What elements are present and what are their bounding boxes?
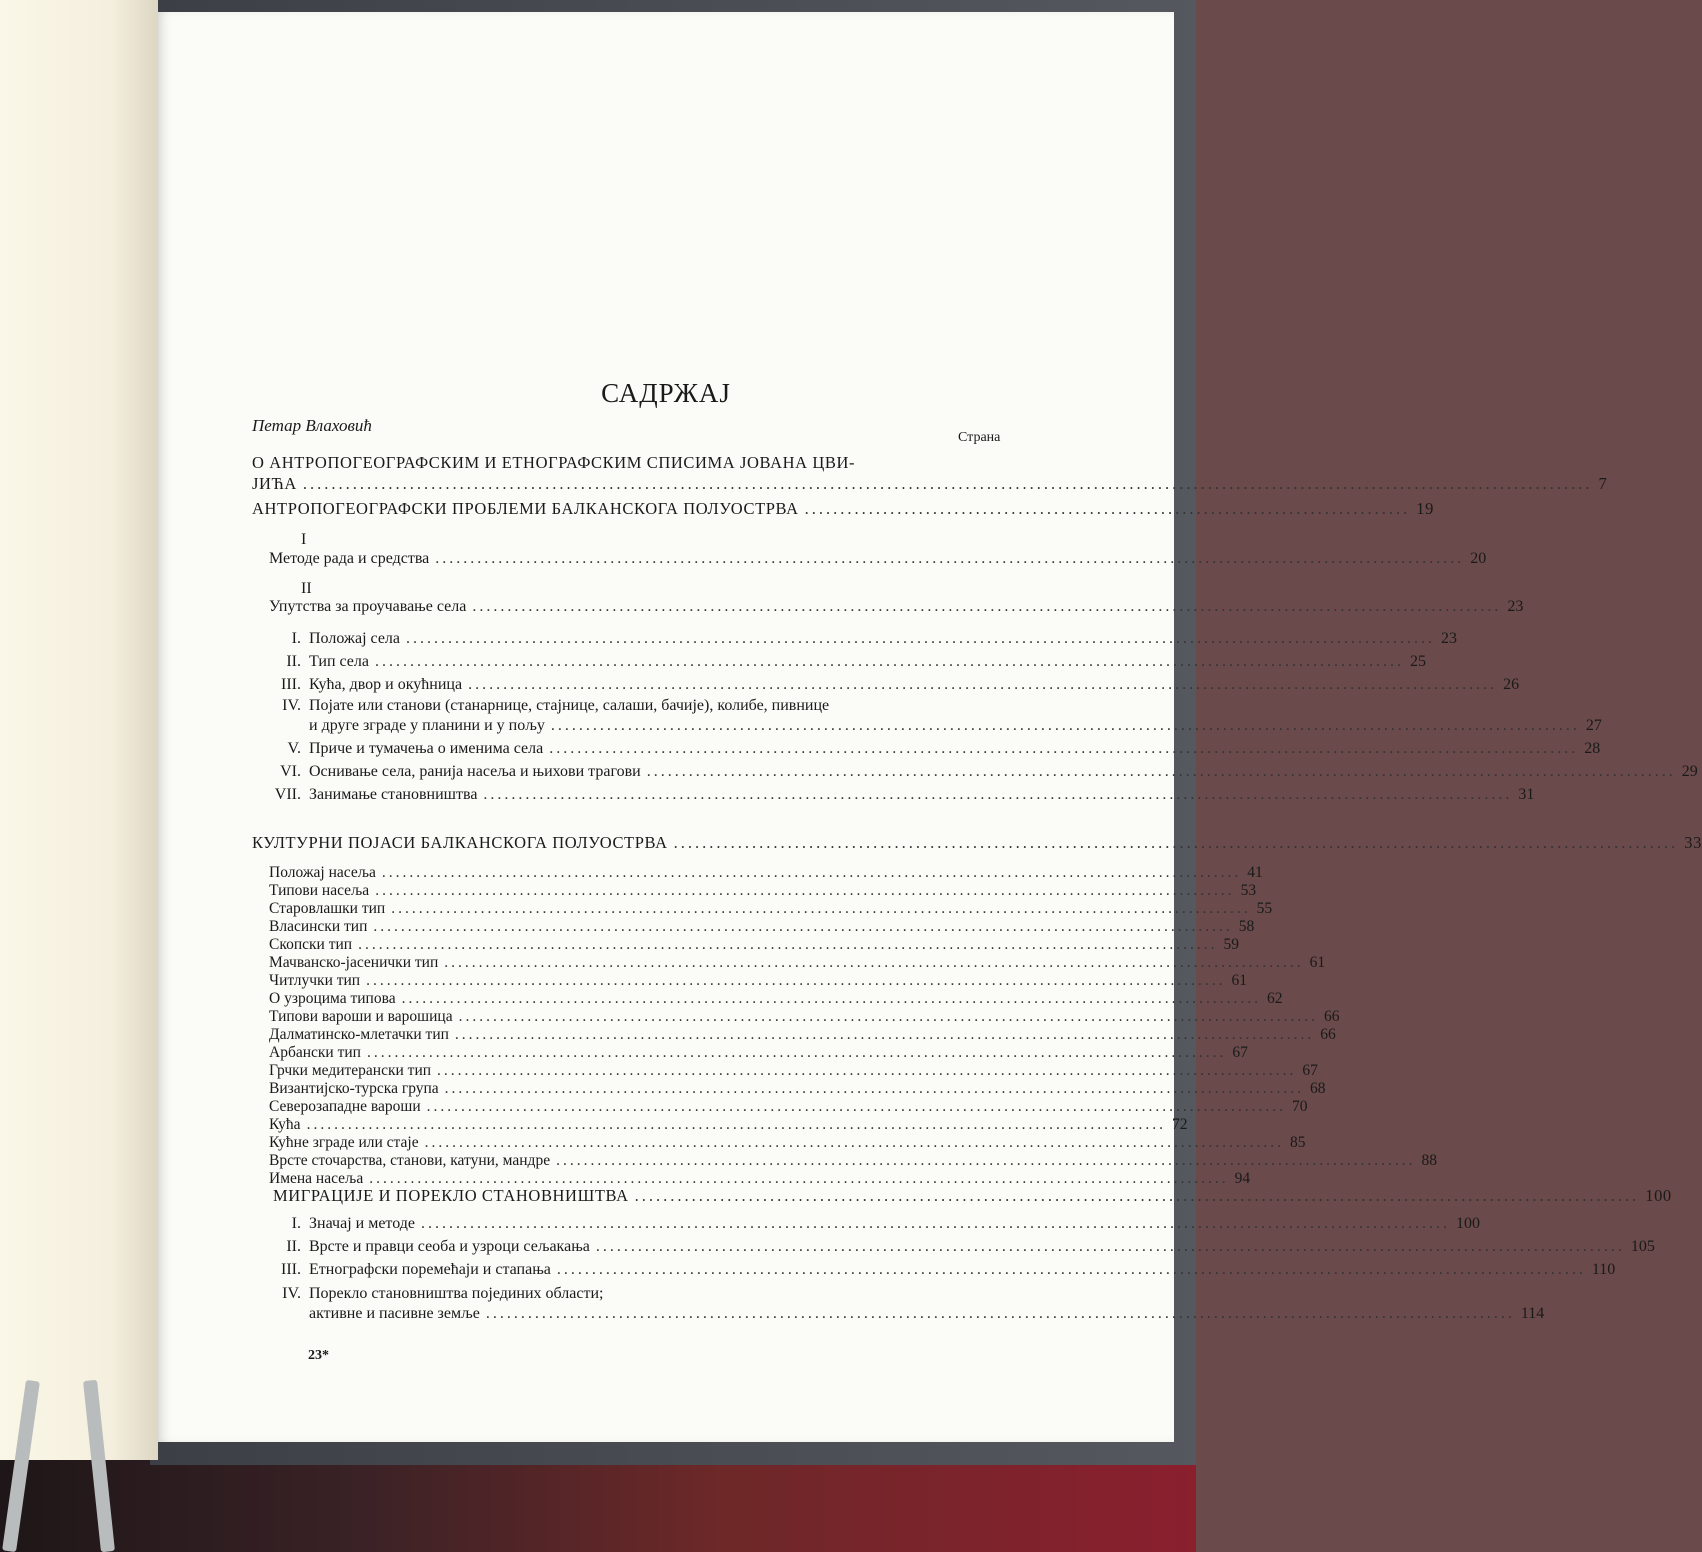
- toc-label: Упутства за проучавање села: [269, 598, 467, 615]
- toc-entry[interactable]: [269, 990, 1283, 1007]
- toc-label: Кућа: [269, 1116, 301, 1133]
- toc-page: 23: [1507, 598, 1524, 615]
- toc-label: Скопски тип: [269, 936, 353, 953]
- toc-label: Далматинско-млетачки тип: [269, 1026, 449, 1043]
- toc-page: 67: [1302, 1062, 1318, 1079]
- toc-entry[interactable]: [261, 763, 1698, 781]
- author-name: Петар Влаховић: [252, 416, 372, 435]
- toc-page: 31: [1518, 786, 1535, 803]
- toc-page: 61: [1231, 972, 1247, 989]
- leader-dots: .............................................................................................................................: [358, 936, 1218, 953]
- toc-entry[interactable]: [269, 1062, 1318, 1079]
- leader-dots: .............................................................................................................................................: [634, 1186, 1640, 1205]
- page-footer: 23*: [308, 1348, 329, 1363]
- toc-page: 26: [1503, 676, 1520, 693]
- toc-entry[interactable]: [252, 453, 970, 473]
- toc-page: 19: [1416, 499, 1434, 518]
- leader-dots: .............................................................................................................................: [444, 1080, 1305, 1097]
- toc-page: 27: [1585, 717, 1602, 734]
- toc-label: Читлучки тип: [269, 972, 361, 989]
- toc-entry[interactable]: [269, 954, 1326, 971]
- toc-entry[interactable]: [269, 1170, 1251, 1187]
- toc-entry[interactable]: [269, 882, 1257, 899]
- toc-label: Власински тип: [269, 918, 368, 935]
- toc-label: МИГРАЦИЈЕ И ПОРЕКЛО СТАНОВНИШТВА: [273, 1186, 629, 1205]
- toc-entry-continued[interactable]: [252, 474, 1608, 494]
- leader-dots: .............................................................................................................................: [366, 1044, 1227, 1061]
- toc-label: Арбански тип: [269, 1044, 361, 1061]
- leader-dots: ...................................................................................................................................................: [646, 763, 1676, 780]
- leader-dots: .............................................................................................................................: [424, 1134, 1284, 1151]
- toc-entry[interactable]: [269, 1044, 1248, 1061]
- toc-entry[interactable]: [261, 1261, 1616, 1279]
- toc-page: 20: [1470, 550, 1487, 567]
- toc-label: и друге зграде у планини и у пољу: [309, 717, 545, 734]
- toc-label: Појате или станови (станарнице, стајнице, салаши, бачије), колибе, пивнице: [309, 697, 830, 714]
- toc-label: активне и пасивне земље: [309, 1305, 480, 1322]
- toc-entry[interactable]: [261, 1285, 1008, 1303]
- toc-entry-continued[interactable]: [309, 717, 1602, 735]
- toc-entry[interactable]: [269, 864, 1263, 881]
- toc-entry[interactable]: [261, 676, 1520, 694]
- toc-page: 114: [1520, 1305, 1545, 1322]
- leader-dots: .............................................................................................................................: [444, 954, 1304, 971]
- toc-number: II.: [286, 653, 301, 670]
- toc-page: 61: [1309, 954, 1326, 971]
- toc-entry[interactable]: [252, 499, 1434, 519]
- toc-entry[interactable]: [269, 1152, 1437, 1169]
- toc-entry[interactable]: [269, 1026, 1336, 1043]
- toc-label: Типови насеља: [269, 882, 370, 899]
- leader-dots: ...................................................................................................................................................: [483, 786, 1513, 803]
- toc-label: Имена насеља: [269, 1170, 364, 1187]
- toc-label: Методе рада и средства: [269, 550, 430, 567]
- toc-page: 29: [1681, 763, 1698, 780]
- page-column-label: Страна: [958, 430, 1001, 445]
- toc-entry[interactable]: [261, 653, 1426, 671]
- leader-dots: ...................................................................................................................................................: [472, 598, 1502, 615]
- leader-dots: ...................................................................................................................................................: [485, 1305, 1515, 1322]
- toc-entry[interactable]: [269, 918, 1255, 935]
- toc-entry[interactable]: [261, 786, 1535, 804]
- toc-page: 66: [1320, 1026, 1336, 1043]
- toc-page: 62: [1266, 990, 1283, 1007]
- toc-number: VII.: [274, 786, 301, 803]
- leader-dots: .....................................................................................: [804, 499, 1411, 518]
- toc-entry[interactable]: [269, 972, 1247, 989]
- toc-label: Врсте сточарства, станови, катуни, мандре: [269, 1152, 551, 1169]
- toc-number: I.: [291, 630, 301, 647]
- toc-number: III.: [281, 676, 301, 693]
- toc-page: 72: [1171, 1116, 1188, 1133]
- toc-entry[interactable]: [269, 1116, 1188, 1133]
- leader-dots: ...................................................................................................................................................: [468, 676, 1498, 693]
- toc-label: Приче и тумачења о именима села: [309, 740, 544, 757]
- toc-page: 53: [1240, 882, 1257, 899]
- leader-dots: ...................................................................................................................................................: [556, 1261, 1586, 1278]
- toc-number: IV.: [282, 697, 301, 714]
- toc-page: 41: [1247, 864, 1263, 881]
- leader-dots: .............................................................................................................................: [426, 1098, 1287, 1115]
- toc-label: Оснивање села, ранија насеља и њихови трагови: [309, 763, 641, 780]
- leader-dots: .............................................................................................................................: [381, 864, 1242, 881]
- toc-entry[interactable]: [269, 1098, 1308, 1115]
- leader-dots: ...................................................................................................................................................: [435, 550, 1465, 567]
- toc-page: 100: [1645, 1186, 1672, 1205]
- leader-dots: .....................................................................................................................................................................................: [302, 474, 1593, 493]
- toc-label: Значај и методе: [309, 1215, 415, 1232]
- toc-page: 59: [1223, 936, 1239, 953]
- toc-label: Положај насеља: [269, 864, 376, 881]
- toc-page: 88: [1421, 1152, 1437, 1169]
- toc-label: Мачванско-јасенички тип: [269, 954, 439, 971]
- toc-label: Врсте и правци сеоба и узроци сељакања: [309, 1238, 590, 1255]
- toc-entry[interactable]: [252, 833, 1702, 853]
- toc-entry[interactable]: [269, 598, 1524, 616]
- toc-entry[interactable]: [261, 1238, 1655, 1256]
- leader-dots: .............................................................................................................................: [375, 882, 1235, 899]
- leader-dots: .............................................................................................................................: [369, 1170, 1229, 1187]
- toc-page: 105: [1630, 1238, 1655, 1255]
- toc-entry[interactable]: [269, 1080, 1326, 1097]
- toc-page: 68: [1310, 1080, 1326, 1097]
- leader-dots: .............................................................................................................................: [306, 1116, 1166, 1133]
- toc-label: Византијско-турска група: [269, 1080, 439, 1097]
- leader-dots: ...................................................................................................................................................: [406, 630, 1436, 647]
- background: [0, 1455, 1196, 1552]
- toc-label: Грчки медитерански тип: [269, 1062, 432, 1079]
- toc-label: Старовлашки тип: [269, 900, 386, 917]
- leader-dots: .............................................................................................................................: [391, 900, 1251, 917]
- page-title: САДРЖАЈ: [601, 378, 731, 408]
- left-page: [0, 0, 158, 1460]
- leader-dots: ...................................................................................................................................................: [595, 1238, 1625, 1255]
- toc-page: 67: [1232, 1044, 1248, 1061]
- toc-entry[interactable]: [269, 936, 1239, 953]
- toc-entry-continued[interactable]: [309, 1305, 1545, 1323]
- leader-dots: ...................................................................................................................................................: [550, 717, 1580, 734]
- toc-page: 100: [1455, 1215, 1480, 1232]
- toc-page: 7: [1598, 474, 1608, 493]
- toc-page: 85: [1289, 1134, 1306, 1151]
- toc-page: 66: [1323, 1008, 1340, 1025]
- leader-dots: .............................................................................................................................: [373, 918, 1233, 935]
- toc-number: IV.: [282, 1285, 301, 1302]
- toc-label: Тип села: [309, 653, 369, 670]
- toc-label: КУЛТУРНИ ПОЈАСИ БАЛКАНСКОГА ПОЛУОСТРВА: [252, 833, 668, 852]
- toc-number: VI.: [280, 763, 301, 780]
- toc-page: 33: [1684, 833, 1702, 852]
- toc-label: Кућа, двор и окућница: [309, 676, 463, 693]
- toc-label: О АНТРОПОГЕОГРАФСКИМ И ЕТНОГРАФСКИМ СПИСИМА ЈОВАНА ЦВИ-: [252, 453, 856, 472]
- leader-dots: ...................................................................................................................................................: [374, 653, 1404, 670]
- toc-label: Северозападне вароши: [269, 1098, 421, 1115]
- toc-entry[interactable]: [269, 1134, 1306, 1151]
- toc-entry[interactable]: [269, 550, 1487, 568]
- leader-dots: .............................................................................................................................: [437, 1062, 1297, 1079]
- leader-dots: .............................................................................................................................: [556, 1152, 1416, 1169]
- toc-label: ЈИЋА: [252, 474, 297, 493]
- toc-entry[interactable]: [261, 697, 1021, 715]
- toc-page: 70: [1292, 1098, 1308, 1115]
- toc-label: АНТРОПОГЕОГРАФСКИ ПРОБЛЕМИ БАЛКАНСКОГА ПОЛУОСТРВА: [252, 499, 799, 518]
- toc-label: Типови вароши и варошица: [269, 1008, 453, 1025]
- leader-dots: .............................................................................................................................................: [673, 833, 1679, 852]
- toc-entry[interactable]: [269, 900, 1273, 917]
- leader-dots: ...................................................................................................................................................: [549, 740, 1579, 757]
- toc-page: 55: [1256, 900, 1273, 917]
- toc-label: Кућне зграде или стаје: [269, 1134, 419, 1151]
- toc-label: Етнографски поремећаји и стапања: [309, 1261, 551, 1278]
- toc-label: О узроцима типова: [269, 990, 396, 1007]
- toc-page: 23: [1441, 630, 1458, 647]
- part-number: I: [301, 531, 307, 548]
- toc-number: I.: [291, 1215, 301, 1232]
- leader-dots: .............................................................................................................................: [401, 990, 1261, 1007]
- toc-label: Положај села: [309, 630, 401, 647]
- leader-dots: .............................................................................................................................: [366, 972, 1226, 989]
- toc-page: 94: [1234, 1170, 1251, 1187]
- toc-page: 28: [1584, 740, 1601, 757]
- toc-entry[interactable]: [273, 1186, 1672, 1206]
- leader-dots: ...................................................................................................................................................: [420, 1215, 1450, 1232]
- toc-number: V.: [287, 740, 301, 757]
- part-number: II: [301, 580, 312, 597]
- toc-number: III.: [281, 1261, 301, 1278]
- toc-entry[interactable]: [261, 630, 1458, 648]
- toc-entry[interactable]: [261, 740, 1601, 758]
- toc-number: II.: [286, 1238, 301, 1255]
- toc-entry[interactable]: [269, 1008, 1340, 1025]
- toc-page: 58: [1238, 918, 1255, 935]
- toc-entry[interactable]: [261, 1215, 1480, 1233]
- toc-page: 25: [1409, 653, 1426, 670]
- toc-label: Занимање становништва: [309, 786, 478, 803]
- leader-dots: .............................................................................................................................: [454, 1026, 1315, 1043]
- leader-dots: .............................................................................................................................: [458, 1008, 1318, 1025]
- contents-page: [158, 12, 1702, 1442]
- toc-page: 110: [1591, 1261, 1616, 1278]
- toc-label: Порекло становништва појединих области;: [309, 1285, 604, 1302]
